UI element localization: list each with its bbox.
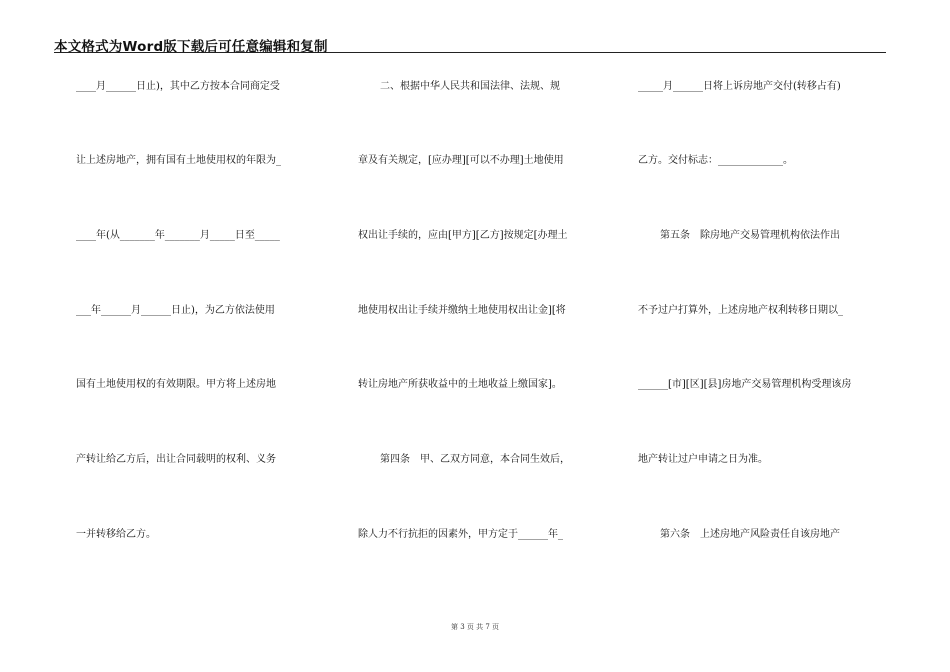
- document-header-title: 本文格式为Word版下载后可任意编辑和复制: [54, 39, 328, 55]
- text-line: 除人力不行抗拒的因素外，甲方定于______年_: [358, 529, 563, 540]
- header-divider: [54, 52, 886, 53]
- page-number: 第 3 页 共 7 页: [450, 623, 500, 631]
- text-line: 第五条 除房地产交易管理机构依法作出: [660, 230, 840, 241]
- text-line: ____月______日止)，其中乙方按本合同商定受: [76, 81, 280, 92]
- text-line: 让上述房地产，拥有国有土地使用权的年限为_: [76, 155, 281, 166]
- text-line: 产转让给乙方后，出让合同载明的权利、义务: [76, 454, 276, 465]
- text-line: 第六条 上述房地产风险责任自该房地产: [660, 529, 840, 540]
- text-line: ___年______月______日止)，为乙方依法使用: [76, 305, 275, 316]
- text-line: _____月______日将上诉房地产交付(转移占有): [638, 81, 841, 92]
- text-line: 权出让手续的，应由[甲方][乙方]按规定[办理土: [358, 230, 568, 241]
- text-line: 章及有关规定，[应办理][可以不办理]土地使用: [358, 155, 564, 166]
- text-line: ______[市][区][县]房地产交易管理机构受理该房: [638, 379, 852, 390]
- text-line: 地使用权出让手续并缴纳土地使用权出让金][将: [358, 305, 566, 316]
- text-line: 乙方。交付标志：_____________。: [638, 155, 793, 166]
- text-line: 不予过户打算外，上述房地产权利转移日期以_: [638, 305, 843, 316]
- text-line: 转让房地产所获收益中的土地收益上缴国家]。: [358, 379, 562, 390]
- text-line: ____年(从_______年_______月_____日至_____: [76, 230, 280, 241]
- text-line: 一并转移给乙方。: [76, 529, 156, 540]
- text-line: 地产转让过户申请之日为准。: [638, 454, 768, 465]
- text-line: 国有土地使用权的有效期限。甲方将上述房地: [76, 379, 276, 390]
- text-line: 二、根据中华人民共和国法律、法规、规: [380, 81, 560, 92]
- text-line: 第四条 甲、乙双方同意，本合同生效后，: [380, 454, 570, 465]
